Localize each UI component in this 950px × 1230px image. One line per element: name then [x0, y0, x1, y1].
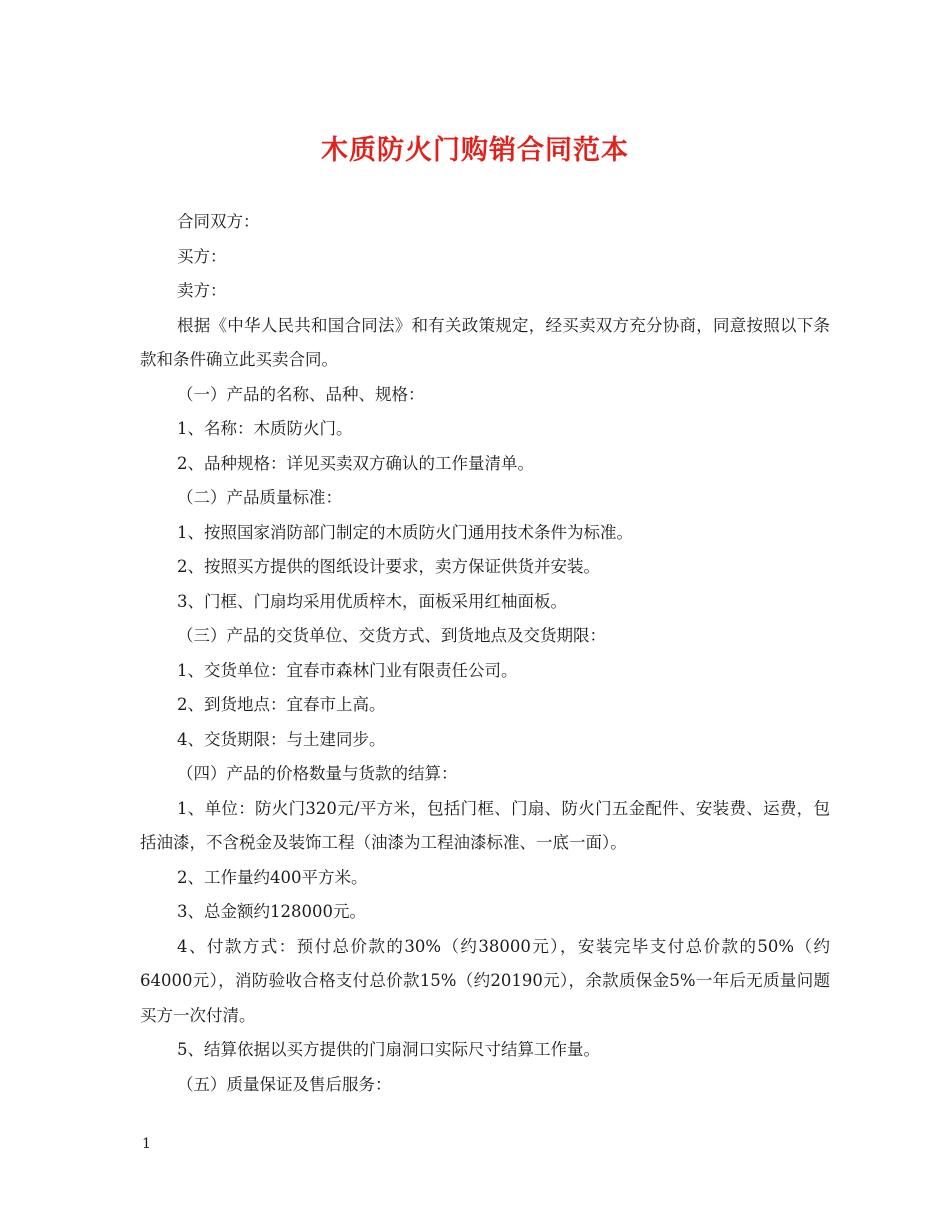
paragraph: 合同双方： — [177, 212, 260, 231]
paragraph: 4、交货期限：与土建同步。 — [177, 729, 386, 749]
document-title: 木质防火门购销合同范本 — [321, 135, 629, 166]
paragraph: 1、按照国家消防部门制定的木质防火门通用技术条件为标准。 — [177, 522, 633, 542]
paragraph: 3、门框、门扇均采用优质梓木，面板采用红柚面板。 — [177, 591, 567, 611]
paragraph: 卖方： — [177, 281, 227, 300]
document-body — [140, 205, 830, 1102]
paragraph: 2、品种规格：详见买卖双方确认的工作量清单。 — [177, 453, 534, 473]
paragraph: 1、单位：防火门320元/平方米，包括门框、门扇、防火门五金配件、安装费、运费，包括油漆，不含税金及装饰工程（油漆为工程油漆标准、一底一面）。 — [140, 798, 830, 852]
section-heading: （一）产品的名称、品种、规格： — [177, 384, 425, 404]
paragraph: 4、付款方式：预付总价款的30%（约38000元），安装完毕支付总价款的50%（约64000元），消防验收合格支付总价款15%（约20190元），余款质保金5%一年后无质量问题买方一次付清。 — [140, 936, 830, 1025]
section-heading: （五）质量保证及售后服务： — [177, 1074, 392, 1094]
paragraph: 2、工作量约400平方米。 — [177, 867, 368, 887]
section-heading: （三）产品的交货单位、交货方式、到货地点及交货期限： — [177, 626, 606, 645]
paragraph: 5、结算依据以买方提供的门扇洞口实际尺寸结算工作量。 — [177, 1040, 600, 1059]
page-number: 1 — [142, 1136, 151, 1152]
paragraph: 2、到货地点：宜春市上高。 — [177, 695, 386, 714]
section-heading: （二）产品质量标准： — [177, 488, 342, 507]
section-heading: （四）产品的价格数量与货款的结算： — [177, 764, 458, 783]
paragraph: 根据《中华人民共和国合同法》和有关政策规定，经买卖双方充分协商，同意按照以下条款和条件确立此买卖合同。 — [140, 315, 830, 369]
paragraph: 1、名称：木质防火门。 — [177, 419, 353, 438]
paragraph: 2、按照买方提供的图纸设计要求，卖方保证供货并安装。 — [177, 557, 600, 576]
paragraph: 1、交货单位：宜春市森林门业有限责任公司。 — [177, 660, 518, 680]
paragraph: 3、总金额约128000元。 — [177, 902, 366, 921]
paragraph: 买方： — [177, 246, 227, 266]
